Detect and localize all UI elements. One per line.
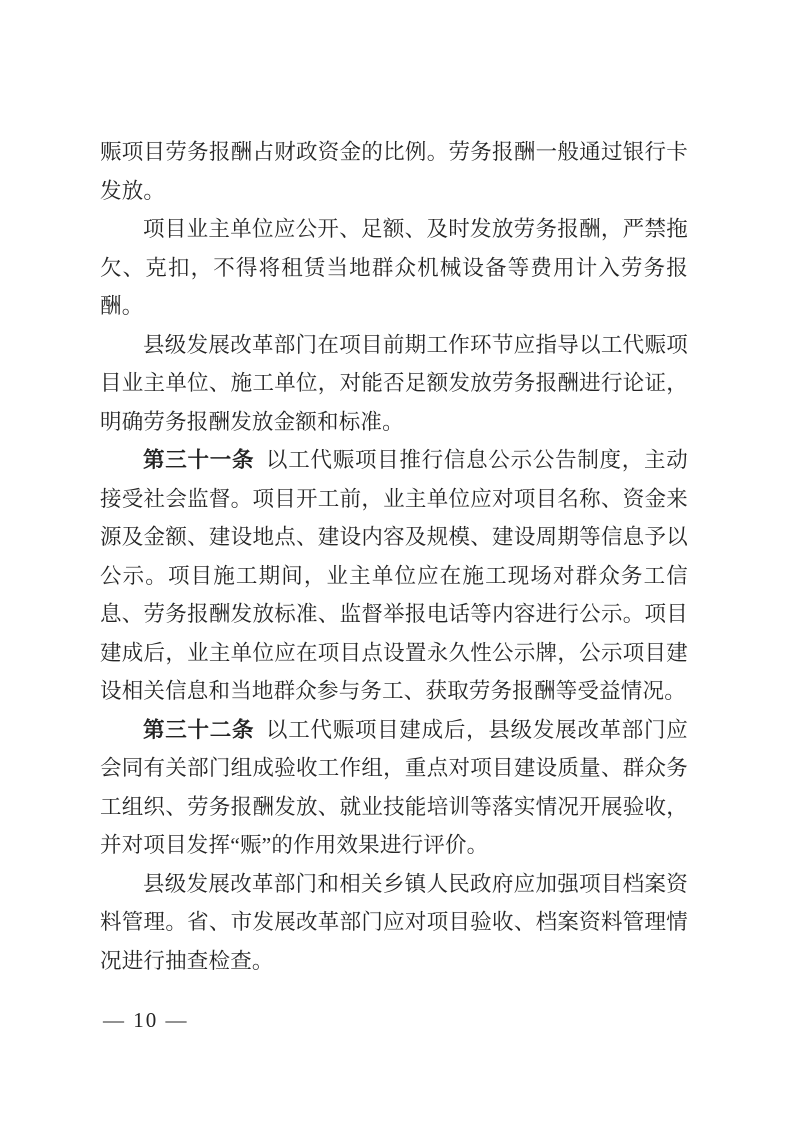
paragraph-text: 县级发展改革部门和相关乡镇人民政府应加强项目档案资料管理。省、市发展改革部门应对项目验收、档案资料管理情况进行抽查检查。 (100, 871, 688, 973)
paragraph-article-31 (100, 441, 688, 711)
paragraph-text: 以工代赈项目推行信息公示公告制度，主动接受社会监督。项目开工前，业主单位应对项目名称、资金来源及金额、建设地点、建设内容及规模、建设周期等信息予以公示。项目施工期间，业主单位应在施工现场对群众务工信息、劳务报酬发放标准、监督举报电话等内容进行公示。项目建成后，业主单位应在项目点设置永久性公示牌，公示项目建设相关信息和当地群众参与务工、获取劳务报酬等受益情况。 (100, 448, 688, 703)
document-body (100, 133, 688, 980)
paragraph-article-32 (100, 711, 688, 865)
page-number: — 10 — (103, 1008, 189, 1032)
paragraph-text: 赈项目劳务报酬占财政资金的比例。劳务报酬一般通过银行卡发放。 (100, 140, 688, 203)
paragraph-text: 项目业主单位应公开、足额、及时发放劳务报酬，严禁拖欠、克扣，不得将租赁当地群众机械设备等费用计入劳务报酬。 (100, 217, 688, 318)
paragraph-text: 以工代赈项目建成后，县级发展改革部门应会同有关部门组成验收工作组，重点对项目建设质量、群众务工组织、劳务报酬发放、就业技能培训等落实情况开展验收，并对项目发挥“赈”的作用效果进行评价。 (100, 717, 688, 857)
article-number: 第三十一条 (143, 448, 255, 472)
paragraph (100, 865, 688, 981)
article-number: 第三十二条 (143, 717, 255, 742)
paragraph-continuation (100, 133, 688, 210)
paragraph-text: 县级发展改革部门在项目前期工作环节应指导以工代赈项目业主单位、施工单位，对能否足额发放劳务报酬进行论证，明确劳务报酬发放金额和标准。 (100, 332, 688, 434)
paragraph (100, 210, 688, 326)
paragraph (100, 326, 688, 442)
